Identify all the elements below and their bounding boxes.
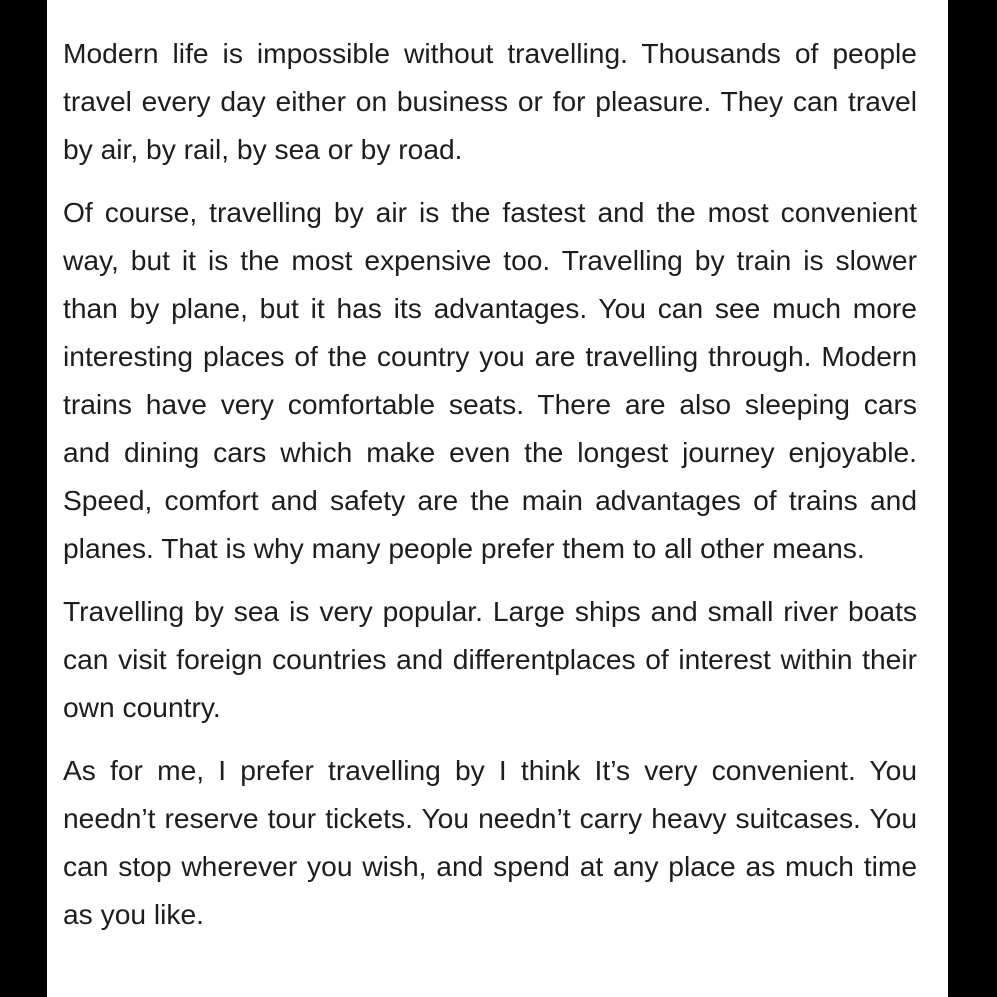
- paragraph-2: Of course, travelling by air is the fastest and the most convenient way, but it is the most expensive too. Travelling by train is slower than by plane, but it has its advantages. You can see much more interesting places of the country you are travelling through. Modern trains have very comfortable seats. There are also sleeping cars and dining cars which make even the longest journey enjoyable. Speed, comfort and safety are the main advantages of trains and planes. That is why many people prefer them to all other means.: [63, 196, 917, 564]
- paragraph-1: Modern life is impossible without travelling. Thousands of people travel every day either on business or for pleasure. They can travel by air, by rail, by sea or by road.: [63, 37, 917, 165]
- paragraph-3: Travelling by sea is very popular. Large ships and small river boats can visit foreign countries and differentplaces of interest within their own country.: [63, 595, 917, 723]
- document-page: [47, 0, 948, 997]
- paragraph-4: As for me, I prefer travelling by I think It’s very convenient. You needn’t reserve tour tickets. You needn’t carry heavy suitcases. You can stop wherever you wish, and spend at any place as much time as you like.: [63, 754, 917, 930]
- document-body: [63, 29, 917, 938]
